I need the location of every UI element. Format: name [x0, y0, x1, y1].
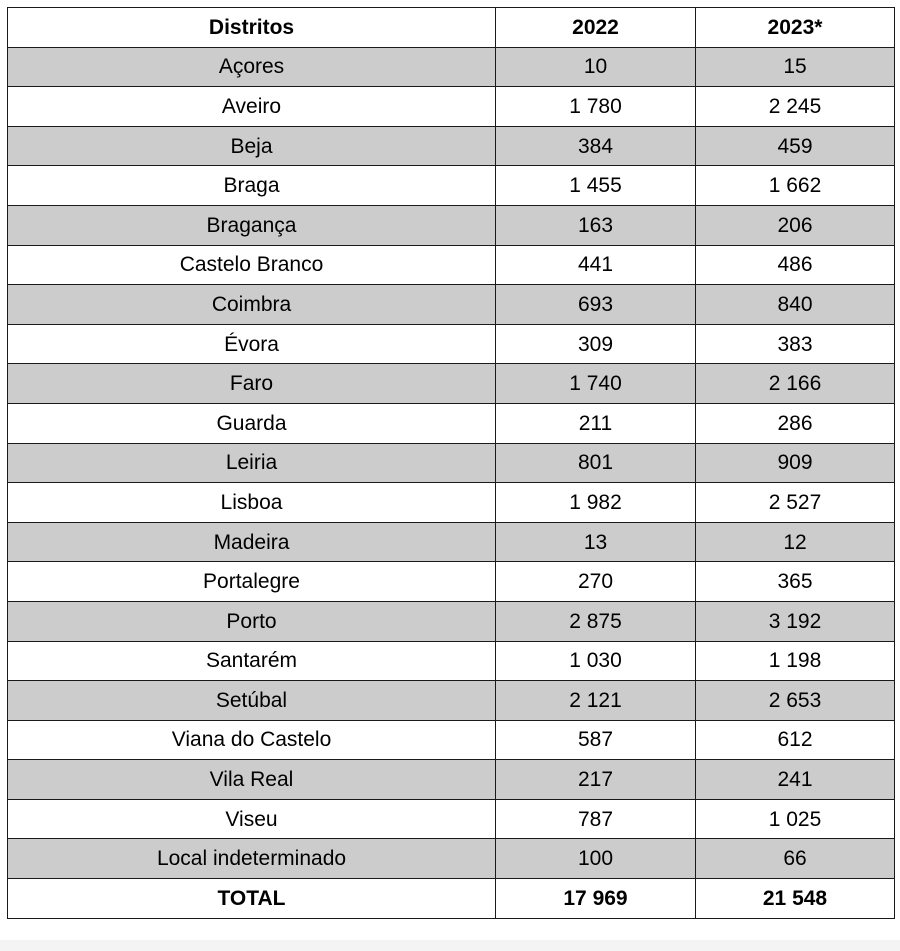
cell-district: Viseu: [8, 799, 496, 839]
table-row: [8, 324, 895, 364]
cell-2023: 2 245: [696, 87, 895, 127]
table-row: [8, 720, 895, 760]
cell-2023: 2 653: [696, 681, 895, 721]
cell-2023: 840: [696, 285, 895, 325]
table-row: [8, 760, 895, 800]
total-label: TOTAL: [8, 879, 496, 919]
cell-2023: 286: [696, 403, 895, 443]
table-row: [8, 364, 895, 404]
table-row: [8, 166, 895, 206]
cell-2023: 206: [696, 205, 895, 245]
cell-district: Setúbal: [8, 681, 496, 721]
table-row: [8, 285, 895, 325]
cell-2022: 384: [496, 126, 696, 166]
table-row: [8, 799, 895, 839]
cell-district: Portalegre: [8, 562, 496, 602]
table-row: [8, 47, 895, 87]
cell-2022: 441: [496, 245, 696, 285]
cell-2022: 100: [496, 839, 696, 879]
cell-2023: 12: [696, 522, 895, 562]
header-2023: 2023*: [696, 8, 895, 48]
header-districts: Distritos: [8, 8, 496, 48]
cell-2023: 2 527: [696, 483, 895, 523]
cell-2023: 486: [696, 245, 895, 285]
table-row: [8, 443, 895, 483]
table-row: [8, 839, 895, 879]
cell-district: Coimbra: [8, 285, 496, 325]
cell-2022: 2 875: [496, 601, 696, 641]
cell-2023: 15: [696, 47, 895, 87]
cell-2022: 787: [496, 799, 696, 839]
table-row: [8, 483, 895, 523]
cell-2023: 909: [696, 443, 895, 483]
total-row: [8, 879, 895, 919]
total-2022: 17 969: [496, 879, 696, 919]
cell-2023: 1 198: [696, 641, 895, 681]
cell-district: Bragança: [8, 205, 496, 245]
cell-2023: 66: [696, 839, 895, 879]
table-row: [8, 681, 895, 721]
cell-2022: 801: [496, 443, 696, 483]
cell-2022: 13: [496, 522, 696, 562]
table-row: [8, 562, 895, 602]
cell-2022: 163: [496, 205, 696, 245]
cell-2023: 3 192: [696, 601, 895, 641]
cell-2023: 383: [696, 324, 895, 364]
cell-district: Vila Real: [8, 760, 496, 800]
table-row: [8, 522, 895, 562]
districts-table: [7, 7, 895, 919]
cell-district: Évora: [8, 324, 496, 364]
cell-2022: 1 740: [496, 364, 696, 404]
cell-district: Porto: [8, 601, 496, 641]
cell-2022: 1 030: [496, 641, 696, 681]
cell-2022: 211: [496, 403, 696, 443]
cell-district: Guarda: [8, 403, 496, 443]
table-row: [8, 403, 895, 443]
table-row: [8, 87, 895, 127]
cell-district: Leiria: [8, 443, 496, 483]
cell-2023: 1 025: [696, 799, 895, 839]
cell-district: Faro: [8, 364, 496, 404]
table-row: [8, 641, 895, 681]
table-header-row: [8, 8, 895, 48]
cell-district: Beja: [8, 126, 496, 166]
table-row: [8, 601, 895, 641]
table-row: [8, 245, 895, 285]
cell-2023: 612: [696, 720, 895, 760]
table-row: [8, 126, 895, 166]
cell-2022: 270: [496, 562, 696, 602]
cell-2023: 365: [696, 562, 895, 602]
cell-district: Viana do Castelo: [8, 720, 496, 760]
cell-district: Local indeterminado: [8, 839, 496, 879]
header-2022: 2022: [496, 8, 696, 48]
cell-2022: 309: [496, 324, 696, 364]
cell-2023: 241: [696, 760, 895, 800]
cell-2022: 10: [496, 47, 696, 87]
cell-2022: 1 982: [496, 483, 696, 523]
cell-2023: 459: [696, 126, 895, 166]
cell-district: Lisboa: [8, 483, 496, 523]
cell-2022: 2 121: [496, 681, 696, 721]
table-body: [8, 47, 895, 878]
cell-district: Aveiro: [8, 87, 496, 127]
cell-2023: 2 166: [696, 364, 895, 404]
cell-2022: 693: [496, 285, 696, 325]
cell-district: Madeira: [8, 522, 496, 562]
cell-2022: 1 780: [496, 87, 696, 127]
table-row: [8, 205, 895, 245]
cell-district: Açores: [8, 47, 496, 87]
cell-2022: 1 455: [496, 166, 696, 206]
cell-2022: 587: [496, 720, 696, 760]
cell-district: Castelo Branco: [8, 245, 496, 285]
cell-2022: 217: [496, 760, 696, 800]
cell-district: Santarém: [8, 641, 496, 681]
total-2023: 21 548: [696, 879, 895, 919]
cell-district: Braga: [8, 166, 496, 206]
cell-2023: 1 662: [696, 166, 895, 206]
